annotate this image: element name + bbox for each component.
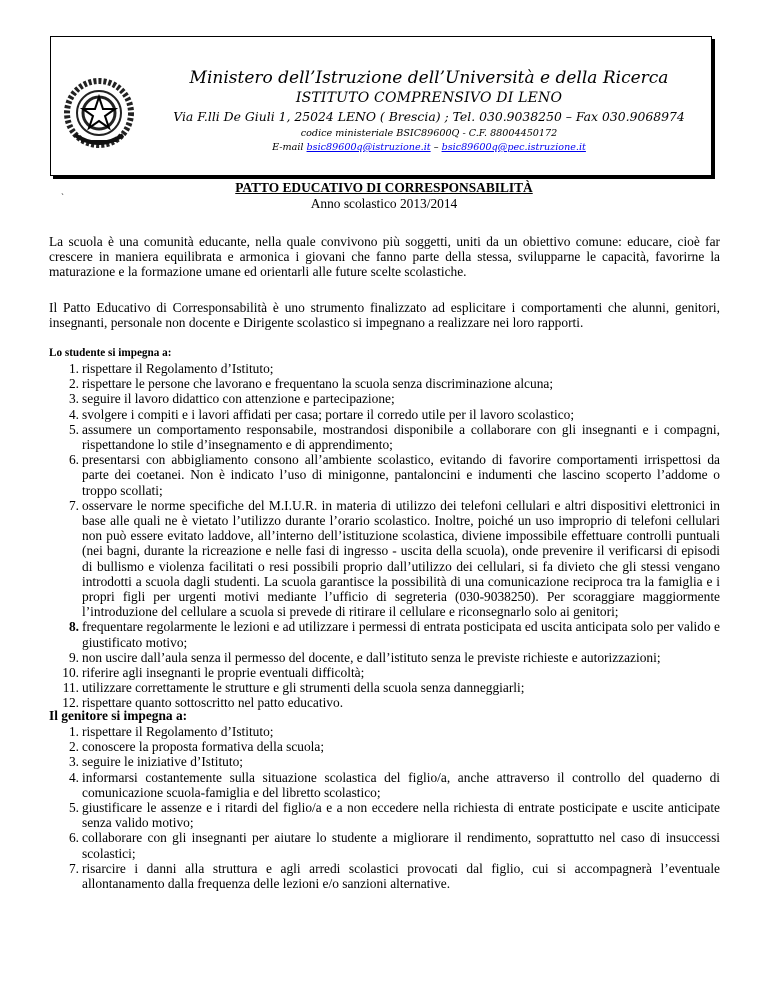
italian-republic-emblem-icon: [59, 73, 139, 153]
letterhead-text: [151, 67, 707, 155]
school-address: Via F.lli De Giuli 1, 25024 LENO ( Brescia) ; Tel. 030.9038250 – Fax 030.9068974: [173, 109, 685, 124]
item-number: 2.: [68, 376, 79, 392]
list-item: [49, 619, 720, 649]
intro-paragraph-2: Il Patto Educativo di Corresponsabilità è uno strumento finalizzato ad esplicitare i comportamenti che alunni, genitori, insegnanti, personale non docente e Dirigente scolastico si impegnano a realizzare nei loro rapporti.: [49, 300, 720, 331]
item-text: seguire le iniziative d’Istituto;: [82, 754, 244, 770]
stray-mark: `: [61, 192, 64, 202]
item-text: utilizzare correttamente le strutture e gli strumenti della scuola senza danneggiarli;: [82, 680, 525, 696]
list-item: [49, 391, 720, 406]
list-item: [49, 361, 720, 376]
school-codes: codice ministeriale BSIC89600Q - C.F. 88004450172: [300, 128, 558, 139]
item-text: svolgere i compiti e i lavori affidati per casa; portare il corredo utile per il lavoro scolastico;: [82, 406, 575, 422]
item-number: 7.: [68, 497, 79, 513]
student-section-heading: Lo studente si impegna a:: [49, 347, 172, 359]
item-number: 8.: [68, 619, 79, 635]
item-number: 3.: [68, 754, 79, 770]
list-item: [49, 800, 720, 830]
item-number: 7.: [68, 860, 79, 876]
item-text: rispettare il Regolamento d’Istituto;: [82, 361, 274, 376]
list-item: [49, 861, 720, 891]
school-email-line: [151, 141, 707, 155]
item-text: presentarsi con abbigliamento consono all’ambiente scolastico, evitando di favorire comportamenti irrispettosi da parte dei coetanei. Non è indicato l’uso di minigonne, pantaloncini e indumenti che lascino scoperto l’addome o troppo scollati;: [82, 452, 720, 498]
item-number: 2.: [68, 739, 79, 755]
item-text: seguire il lavoro didattico con attenzione e partecipazione;: [82, 391, 395, 407]
item-text: risarcire i danni alla struttura e agli arredi scolastici provocati dal figlio, cui si accompagnerà l’eventuale allontanamento dalla frequenza delle lezioni e/o sanzioni alternative.: [82, 860, 720, 892]
list-item: [49, 680, 720, 695]
document-title: PATTO EDUCATIVO DI CORRESPONSABILITÀ: [235, 180, 533, 195]
list-item: [49, 452, 720, 498]
item-text: riferire agli insegnanti le proprie eventuali difficoltà;: [82, 665, 365, 681]
list-item: [49, 724, 720, 739]
school-year: Anno scolastico 2013/2014: [310, 196, 458, 211]
item-number: 1.: [68, 361, 79, 376]
list-item: [49, 770, 720, 800]
parent-commitments-list: [49, 724, 720, 891]
item-text: assumere un comportamento responsabile, mostrandosi disponibile a collaborare con gli insegnanti e i compagni, rispettandone lo stile d’insegnamento e di apprendimento;: [82, 421, 720, 453]
document-title-block: [0, 180, 768, 211]
item-number: 11.: [62, 680, 79, 696]
intro-paragraph-1: La scuola è una comunità educante, nella quale convivono più soggetti, uniti da un obiettivo comune: educare, cioè far crescere in maniera equilibrata e armonica i giovani che fanno parte della stessa, svilupparne le capacità, favorirne la maturazione e la formazione umane ed orientarli alle future scelte scolastiche.: [49, 234, 720, 280]
item-number: 5.: [68, 421, 79, 437]
item-number: 10.: [62, 665, 79, 681]
parent-section-heading: Il genitore si impegna a:: [49, 708, 188, 723]
list-item: [49, 739, 720, 754]
item-number: 1.: [68, 724, 79, 739]
email-link-pec[interactable]: bsic89600q@pec.istruzione.it: [441, 142, 586, 153]
list-item: [49, 830, 720, 860]
item-number: 4.: [68, 406, 79, 422]
item-text: giustificare le assenze e i ritardi del figlio/a e a non eccedere nella richiesta di entrate posticipate e uscite anticipate senza valido motivo;: [82, 800, 720, 831]
letterhead: [50, 36, 712, 176]
list-item: [49, 422, 720, 452]
item-text: rispettare quanto sottoscritto nel patto educativo.: [82, 695, 344, 711]
list-item: [49, 754, 720, 769]
item-text: osservare le norme specifiche del M.I.U.R. in materia di utilizzo dei telefoni cellulari e altri dispositivi elettronici in base alle quali ne è vietato l’utilizzo durante l’orario scolastico. Inoltre, poiché un uso improprio di telefoni cellulari non può essere evitato laddove, all’interno dell’istituzione scolastica, diviene impossibile effettuare controlli puntuali (nei bagni, durante la ricreazione e nelle fasi di ingresso - uscita della scuola), onde prevenire il verificarsi di episodi di bullismo e violenza facilitati o resi possibili proprio dall’utilizzo dei cellulari, si fa divieto che gli stessi vengano introdotti a scuola dagli studenti. La scuola garantisce la possibilità di una comunicazione reciproca tra la famiglia e i propri figli per urgenti motivi mediante l’ufficio di segreteria (030-9038250). Per scoraggiare maggiormente l’introduzione del cellulare a scuola si prevede di ritirare il cellulare e riconsegnarlo solo ai genitori;: [82, 497, 720, 620]
email-link-istruzione[interactable]: bsic89600q@istruzione.it: [306, 142, 431, 153]
list-item: [49, 407, 720, 422]
list-item: [49, 650, 720, 665]
ministry-name: Ministero dell’Istruzione dell’Università e della Ricerca: [189, 68, 669, 88]
email-label: E-mail: [272, 142, 304, 153]
item-text: rispettare il Regolamento d’Istituto;: [82, 724, 274, 739]
item-text: frequentare regolarmente le lezioni e ad utilizzare i permessi di entrata posticipata ed uscita anticipata solo per valido e giustificato motivo;: [82, 619, 720, 650]
item-text: non uscire dall’aula senza il permesso del docente, e dall’istituto senza le previste richieste e autorizzazioni;: [82, 649, 661, 665]
email-separator: –: [433, 142, 439, 153]
school-name: ISTITUTO COMPRENSIVO DI LENO: [295, 90, 563, 106]
student-commitments-list: [49, 361, 720, 711]
item-text: collaborare con gli insegnanti per aiutare lo studente a migliorare il rendimento, soprattutto nel caso di insuccessi scolastici;: [82, 830, 720, 861]
item-number: 6.: [68, 830, 79, 846]
item-text: informarsi costantemente sulla situazione scolastica del figlio/a, anche attraverso il controllo del quaderno di comunicazione scuola-famiglia e del libretto scolastico;: [82, 769, 720, 800]
list-item: [49, 665, 720, 680]
item-number: 12.: [62, 695, 79, 711]
item-number: 3.: [68, 391, 79, 407]
list-item: [49, 376, 720, 391]
item-number: 6.: [68, 452, 79, 468]
item-number: 5.: [68, 800, 79, 816]
item-text: rispettare le persone che lavorano e frequentano la scuola senza discriminazione alcuna;: [82, 376, 554, 392]
list-item: [49, 498, 720, 620]
item-number: 9.: [68, 649, 79, 665]
item-text: conoscere la proposta formativa della scuola;: [82, 739, 325, 755]
item-number: 4.: [68, 769, 79, 785]
